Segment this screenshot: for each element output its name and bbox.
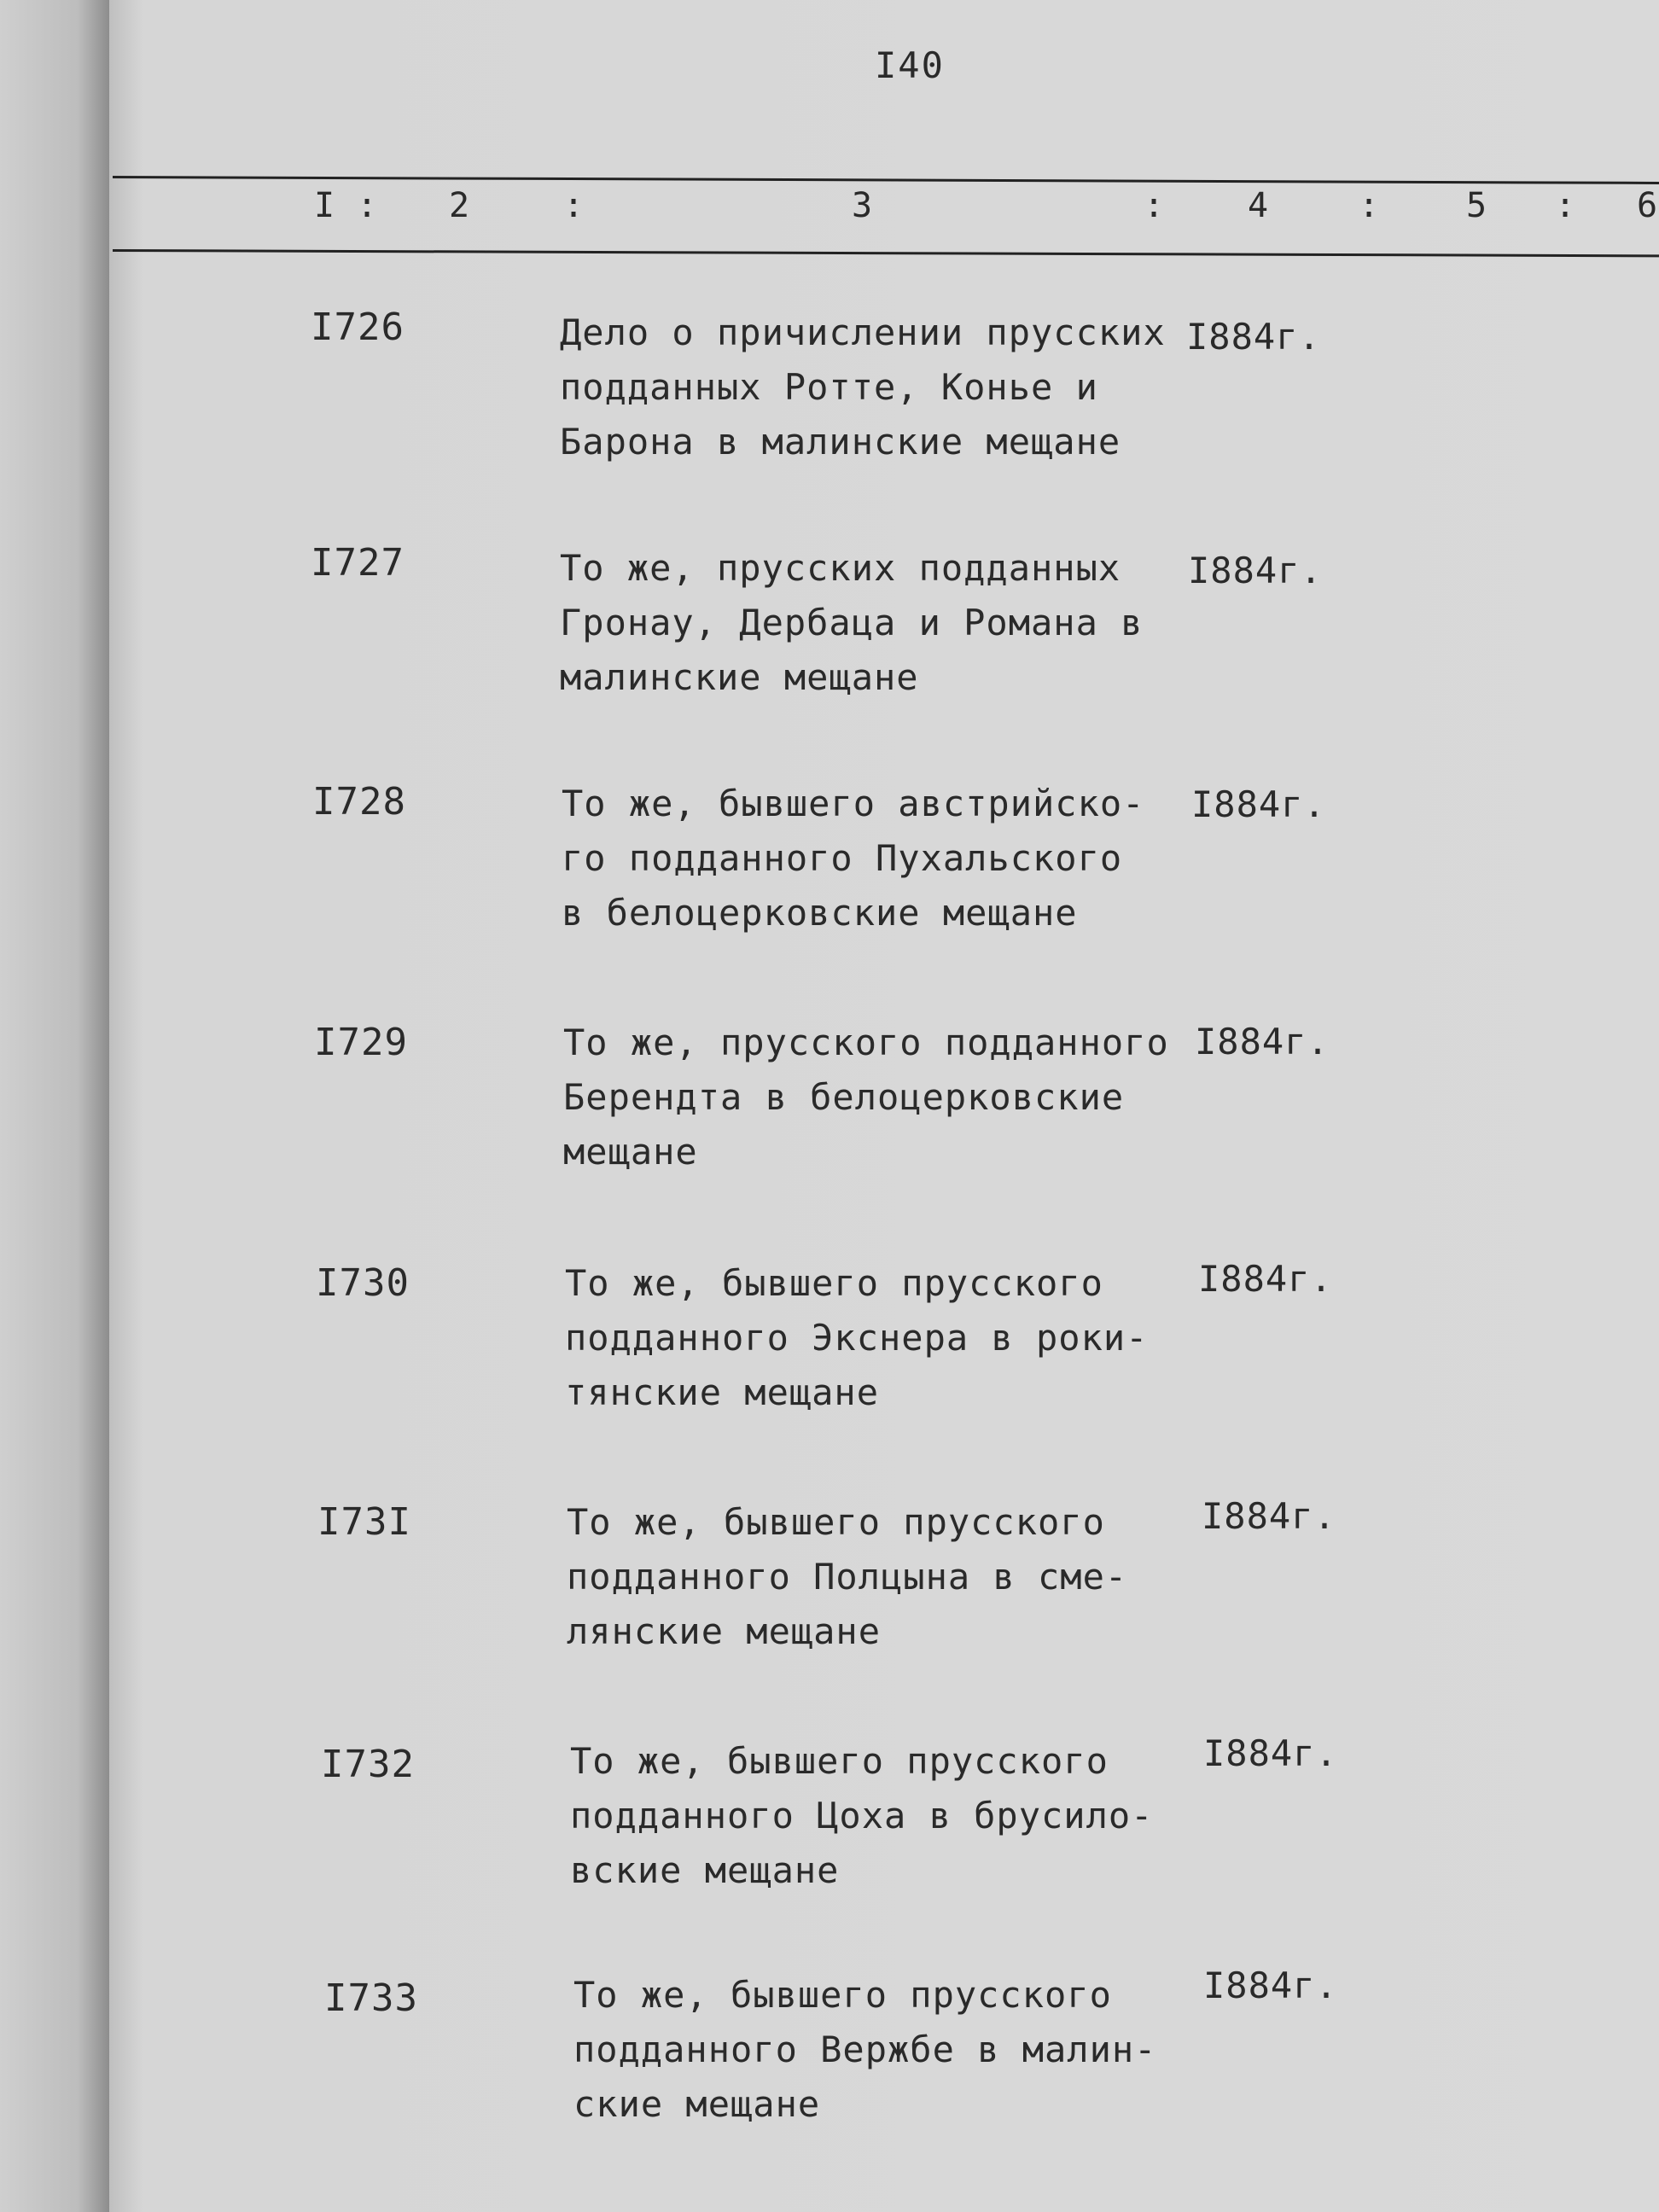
record-number: I732 [321,1743,415,1786]
record-description: То же, бывшего прусского подданного Вержбе в малин- ские мещане [573,1974,1157,2125]
column-header-6: 6 [1637,186,1658,225]
record-year: I884г. [1203,1965,1338,2006]
column-header-4: 4 [1248,186,1269,225]
record-year: I884г. [1186,316,1321,358]
record-year: I884г. [1195,1021,1330,1062]
record-year: I884г. [1203,1732,1338,1774]
record-year: I884г. [1198,1258,1333,1300]
column-header-separator: : [1144,186,1165,225]
column-header-2: 2 [449,186,470,225]
record-year: I884г. [1188,550,1323,591]
column-header-separator: : [563,186,585,225]
record-year: I884г. [1191,783,1326,825]
record-number: I730 [316,1261,410,1305]
record-description: То же, прусского подданного Берендта в белоцерковские мещане [563,1022,1169,1173]
record-description: Дело о причислении прусских подданных Ротте, Конье и Барона в малинские мещане [560,311,1166,463]
column-header-separator: : [357,186,378,225]
record-number: I727 [311,541,405,585]
record-description: То же, бывшего прусского подданного Экснера в роки- тянские мещане [565,1262,1149,1413]
record-description: То же, бывшего австрийско- го подданного Пухальского в белоцерковские мещане [562,783,1145,934]
column-header-1: I [314,186,335,225]
page-number: I40 [875,44,945,86]
record-number: I728 [312,780,406,824]
record-number: I729 [314,1021,408,1064]
record-number: I73I [317,1500,411,1544]
record-year: I884г. [1202,1495,1336,1537]
record-number: I733 [324,1976,418,2020]
column-header-5: 5 [1466,186,1487,225]
record-number: I726 [311,306,405,349]
record-description: То же, прусских подданных Гронау, Дербаца и Романа в малинские мещане [560,547,1144,698]
column-header-3: 3 [852,186,873,225]
page-gutter-shadow [0,0,111,2212]
column-header-separator: : [1359,186,1380,225]
record-description: То же, бывшего прусского подданного Цоха в брусило- вские мещане [570,1740,1154,1891]
record-description: То же, бывшего прусского подданного Полцына в сме- лянские мещане [567,1501,1128,1652]
column-header-separator: : [1555,186,1576,225]
